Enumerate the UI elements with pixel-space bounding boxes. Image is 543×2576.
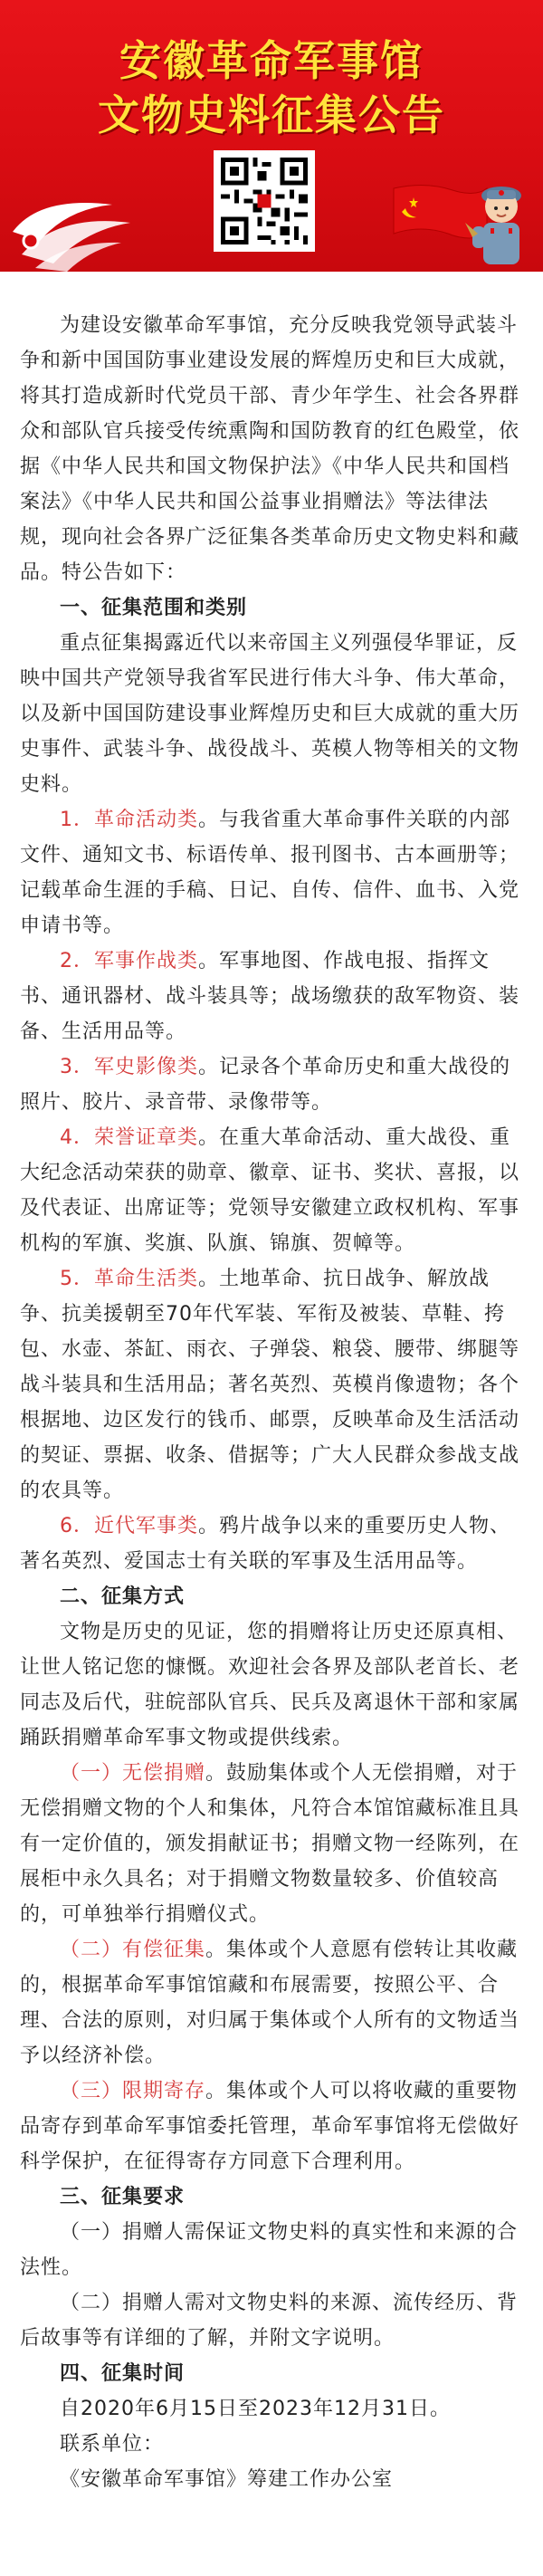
collection-period: 自2020年6月15日至2023年12月31日。 [60, 2398, 451, 2420]
category-label: 1．革命活动类 [60, 809, 198, 831]
banner-title-line2: 文物史料征集公告 [98, 91, 445, 139]
announcement-body [0, 272, 543, 2515]
category-item [20, 1508, 523, 1579]
category-text: 。记录各个革命历史和重大战役的照片、胶片、录音带、录像带等。 [20, 1056, 511, 1114]
category-item [20, 802, 523, 943]
section1-heading: 一、征集范围和类别 [60, 597, 248, 619]
museum-emblem-icon [4, 177, 139, 272]
method-label: （三）限期寄存 [60, 2080, 206, 2102]
method-text: 。集体或个人意愿有偿转让其收藏的，根据革命军事馆馆藏和布展需要，按照公平、合理、合法的原则，对归属于集体或个人所有的文物适当予以经济补偿。 [20, 1939, 520, 2067]
banner-title-line1: 安徽革命军事馆 [119, 36, 424, 85]
method-text: 。集体或个人可以将收藏的重要物品寄存到革命军事馆委托管理，革命军事馆将无偿做好科学保护，在征得寄存方同意下合理利用。 [20, 2080, 520, 2173]
method-item [20, 1756, 523, 1932]
header-banner [0, 0, 543, 272]
section2-heading: 二、征集方式 [60, 1585, 186, 1608]
category-text: 。鸦片战争以来的重要历史人物、著名英烈、爱国志士有关联的军事及生活用品等。 [20, 1515, 511, 1573]
category-item [20, 1049, 523, 1120]
category-label: 3．军史影像类 [60, 1056, 198, 1078]
intro-paragraph: 为建设安徽革命军事馆，充分反映我党领导武装斗争和新中国国防事业建设发展的辉煌历史和巨大成就，将其打造成新时代党员干部、青少年学生、社会各界群众和部队官兵接受传统熏陶和国防教育的红色殿堂，依据《中华人民共和国文物保护法》《中华人民共和国档案法》《中华人民共和国公益事业捐赠法》等法律法规，现向社会各界广泛征集各类革命历史文物史料和藏品。特公告如下： [20, 314, 520, 584]
category-label: 6．近代军事类 [60, 1515, 198, 1537]
method-label: （二）有偿征集 [60, 1939, 206, 1961]
category-item [20, 1120, 523, 1261]
category-label: 4．荣誉证章类 [60, 1126, 198, 1149]
category-label: 2．军事作战类 [60, 950, 198, 972]
requirement-item: （一）捐赠人需保证文物史料的真实性和来源的合法性。 [20, 2221, 519, 2279]
soldier-mascot-icon [463, 168, 539, 272]
category-text: 。军事地图、作战电报、指挥文书、通讯器材、战斗装具等；战场缴获的敌军物资、装备、生活用品等。 [20, 950, 520, 1043]
section3-heading: 三、征集要求 [60, 2186, 186, 2208]
method-item [20, 1932, 523, 2073]
category-text: 。在重大革命活动、重大战役、重大纪念活动荣获的勋章、徽章、证书、奖状、喜报，以及代表证、出席证等；党领导安徽建立政权机构、军事机构的军旗、奖旗、队旗、锦旗、贺幛等。 [20, 1126, 520, 1255]
category-item [20, 943, 523, 1049]
category-item [20, 1261, 523, 1508]
method-text: 。鼓励集体或个人无偿捐赠，对于无偿捐赠文物的个人和集体，凡符合本馆馆藏标准且具有一定价值的，颁发捐献证书；捐赠文物一经陈列，在展柜中永久具名；对于捐赠文物数量较多、价值较高的，可单独举行捐赠仪式。 [20, 1762, 520, 1926]
method-label: （一）无偿捐赠 [60, 1762, 206, 1785]
qr-code-icon[interactable] [214, 150, 315, 252]
section4-heading: 四、征集时间 [60, 2362, 186, 2385]
contact-label: 联系单位： [60, 2433, 165, 2456]
category-text: 。与我省重大革命事件关联的内部文件、通知文书、标语传单、报刊图书、古本画册等；记载革命生涯的手稿、日记、自传、信件、血书、入党申请书等。 [20, 809, 520, 937]
section1-lead: 重点征集揭露近代以来帝国主义列强侵华罪证，反映中国共产党领导我省军民进行伟大斗争、伟大革命，以及新中国国防建设事业辉煌历史和巨大成就的重大历史事件、武装斗争、战役战斗、英模人物等相关的文物史料。 [20, 632, 520, 796]
method-item [20, 2073, 523, 2179]
contact-org: 《安徽革命军事馆》筹建工作办公室 [60, 2468, 394, 2491]
requirement-item: （二）捐赠人需对文物史料的来源、流传经历、背后故事等有详细的了解，并附文字说明。 [20, 2292, 519, 2350]
section2-lead: 文物是历史的见证，您的捐赠将让历史还原真相、让世人铭记您的慷慨。欢迎社会各界及部队老首长、老同志及后代，驻皖部队官兵、民兵及离退休干部和家属踊跃捐赠革命军事文物或提供线索。 [20, 1621, 520, 1749]
category-text: 。土地革命、抗日战争、解放战争、抗美援朝至70年代军装、军衔及被装、草鞋、挎包、水壶、茶缸、雨衣、子弹袋、粮袋、腰带、绑腿等战斗装具和生活用品；著名英烈、英模肖像遗物；各个根据地、边区发行的钱币、邮票，反映革命及生活活动的契证、票据、收条、借据等；广大人民群众参战支战的农具等。 [20, 1268, 520, 1502]
category-label: 5．革命生活类 [60, 1268, 198, 1290]
